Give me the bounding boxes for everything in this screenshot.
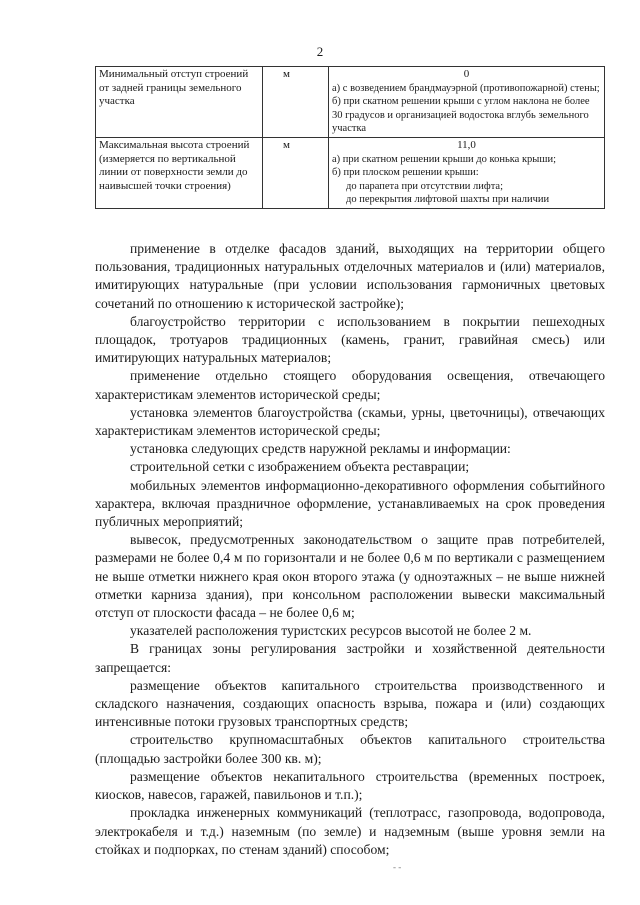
parameter-detail: а) при скатном решении крыши до конька крыши; [332,153,556,165]
parameter-name: Минимальный отступ строений от задней границы земельного участка [96,67,263,138]
table-row [96,67,605,138]
parameter-subdetail: до перекрытия лифтовой шахты при наличии [346,194,550,206]
parameter-value-cell [329,137,605,208]
parameters-table [95,66,605,209]
parameter-detail: а) с возведением брандмауэрной (противопожарной) стены; [332,82,600,94]
paragraph: В границах зоны регулирования застройки и хозяйственной деятельности запрещается: [95,641,605,675]
paragraph: прокладка инженерных коммуникаций (теплотрасс, газопровода, водопровода, электрокабеля и т.д.) наземным (по земле) и надземным (выше уровня земли на стойках и подпорках, по стенам зданий) способом; [95,805,605,857]
parameter-subdetail: до парапета при отсутствии лифта; [346,180,504,192]
paragraph: установка следующих средств наружной рекламы и информации: [130,441,511,457]
parameter-detail: б) при плоском решении крыши: [332,167,479,179]
parameter-value: 0 [463,68,470,80]
paragraph: указателей расположения туристских ресурсов высотой не более 2 м. [130,623,532,639]
paragraph: мобильных элементов информационно-декоративного оформления событийного характера, включая праздничное оформление, устанавливаемых на срок проведения публичных мероприятий; [95,477,605,530]
paragraph: строительство крупномасштабных объектов капитального строительства (площадью застройки более 300 кв. м); [95,732,605,766]
paragraph: благоустройство территории с использованием в покрытии пешеходных площадок, тротуаров традиционных (камень, гранит, гравийная смесь) или имитирующих натуральных материалов; [95,313,605,366]
parameter-detail: б) при скатном решении крыши с углом наклона не более 30 градусов и организацией водостока вглубь земельного участка [332,96,590,135]
table-row [96,137,605,208]
paragraph: размещение объектов некапитального строительства (временных построек, киосков, навесов, гаражей, павильонов и т.п.); [95,768,605,803]
parameter-unit: м [263,67,329,138]
document-body [95,240,605,859]
parameter-value-cell [329,67,605,138]
paragraph: применение в отделке фасадов зданий, выходящих на территории общего пользования, традиционных натуральных отделочных материалов и (или) материалов, имитирующих натуральные (при условии использования гармоничных цветовых сочетаний по отношению к исторической застройке); [95,241,605,311]
paragraph: строительной сетки с изображением объекта реставрации; [130,459,470,475]
page-number: 2 [316,44,324,59]
paragraph: вывесок, предусмотренных законодательством о защите прав потребителей, размерами не более 0,4 м по горизонтали и не более 0,6 м по вертикали с размещением не выше отметки нижнего края окон второго этажа (у одноэтажных – не выше нижней отметки карниза здания), при консольном расположении вывески максимальный отступ от плоскости фасада – не более 0,6 м; [95,532,605,621]
parameter-value: 11,0 [457,138,476,151]
paragraph: установка элементов благоустройства (скамьи, урны, цветочницы), отвечающих характеристикам элементов исторической среды; [95,404,605,439]
parameter-name: Максимальная высота строений (измеряется по вертикальной линии от поверхности земли до наивысшей точки строения) [96,137,263,208]
footer-mark: - - [393,862,402,872]
paragraph: размещение объектов капитального строительства производственного и складского назначения, создающих опасность взрыва, пожара и (или) создающих интенсивные потоки грузовых транспортных средств; [95,677,605,730]
paragraph: применение отдельно стоящего оборудования освещения, отвечающего характеристикам элементов исторической среды; [95,368,605,402]
parameter-unit: м [263,137,329,208]
